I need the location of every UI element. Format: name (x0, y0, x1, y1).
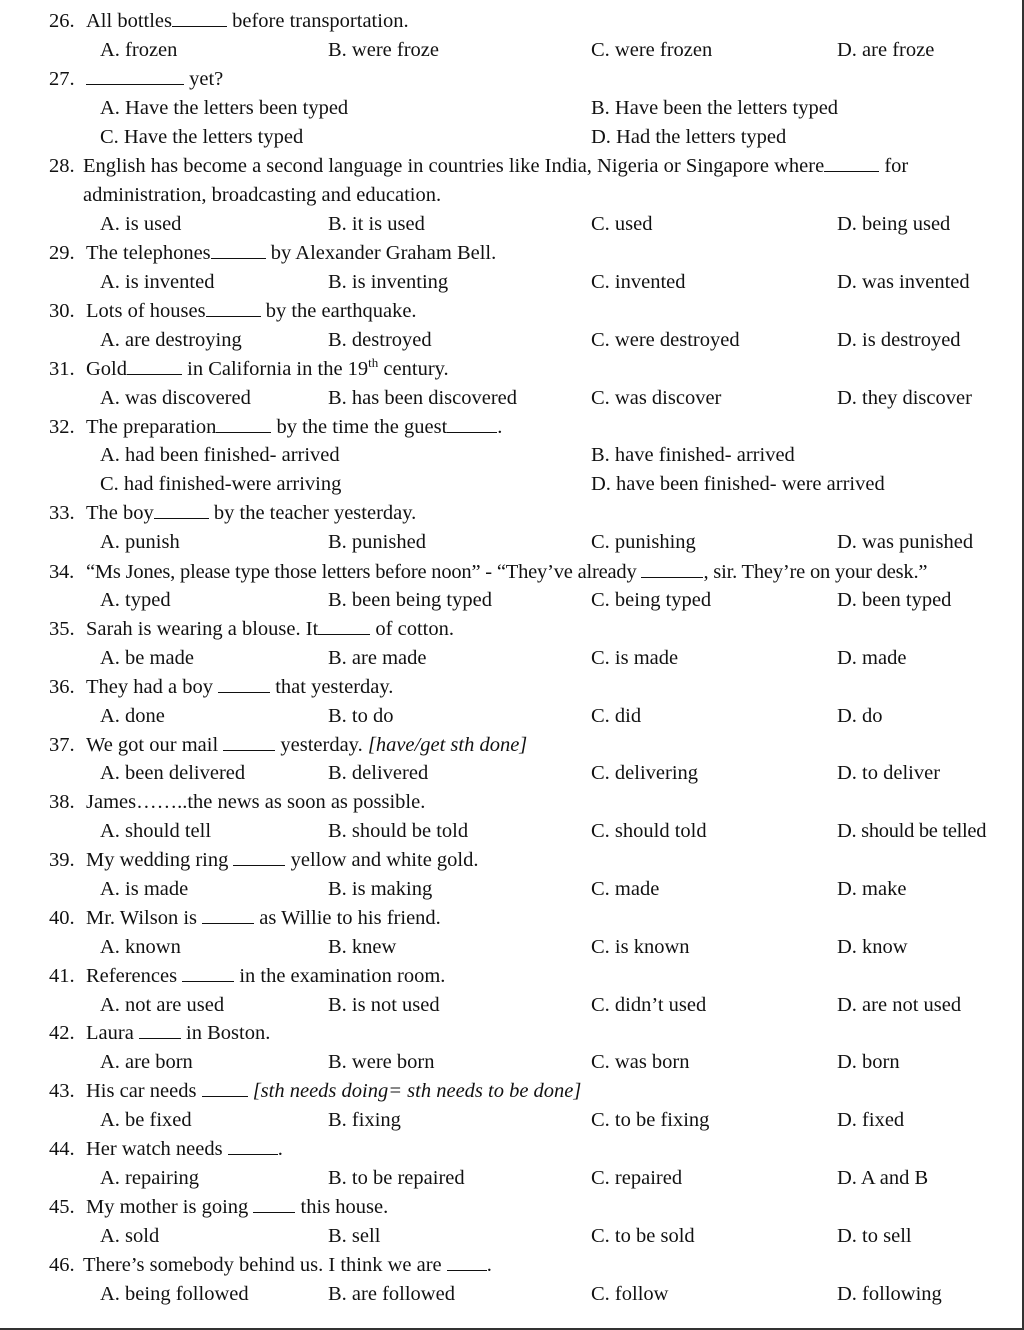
question-number: 36. (49, 676, 75, 698)
option-a[interactable]: A. repairing (100, 1167, 200, 1189)
question-number: 38. (49, 791, 75, 813)
question-stem: Mr. Wilson is as Willie to his friend. (86, 907, 441, 929)
option-c[interactable]: C. were frozen (591, 39, 713, 61)
option-d[interactable]: D. fixed (837, 1109, 905, 1131)
option-a[interactable]: A. known (100, 936, 181, 958)
option-a[interactable]: A. punish (100, 531, 180, 553)
option-a[interactable]: A. is made (100, 878, 189, 900)
question-stem: Her watch needs . (86, 1138, 283, 1160)
option-a[interactable]: A. being followed (100, 1283, 249, 1305)
option-c[interactable]: C. did (591, 705, 642, 727)
option-a[interactable]: A. is used (100, 213, 182, 235)
option-a[interactable]: A. be made (100, 647, 194, 669)
option-a[interactable]: A. frozen (100, 39, 178, 61)
option-c[interactable]: C. delivering (591, 762, 699, 784)
question-stem: Gold in California in the 19th century. (86, 355, 449, 380)
option-a[interactable]: A. typed (100, 589, 171, 611)
option-a[interactable]: A. done (100, 705, 165, 727)
option-c[interactable]: C. Have the letters typed (100, 126, 304, 148)
option-d[interactable]: D. made (837, 647, 907, 669)
question-stem: My wedding ring yellow and white gold. (86, 849, 479, 871)
question-stem: Lots of houses by the earthquake. (86, 300, 417, 322)
option-b[interactable]: B. are made (328, 647, 427, 669)
option-d[interactable]: D. make (837, 878, 907, 900)
question-stem: The boy by the teacher yesterday. (86, 502, 417, 524)
question-number: 30. (49, 300, 75, 322)
answer-blank[interactable] (318, 616, 370, 635)
answer-blank[interactable] (139, 1020, 181, 1039)
answer-blank[interactable] (233, 847, 285, 866)
option-d[interactable]: D. was punished (837, 531, 974, 553)
question-number: 46. (49, 1254, 75, 1276)
option-a[interactable]: A. Have the letters been typed (100, 97, 349, 119)
option-b[interactable]: B. have finished- arrived (591, 444, 795, 466)
option-d[interactable]: D. is destroyed (837, 329, 961, 351)
question-number: 35. (49, 618, 75, 640)
option-b[interactable]: B. are followed (328, 1283, 455, 1305)
question-number: 26. (49, 10, 75, 32)
option-b[interactable]: B. is inventing (328, 271, 449, 293)
answer-blank[interactable] (228, 1136, 278, 1155)
option-d[interactable]: D. to deliver (837, 762, 941, 784)
option-a[interactable]: A. be fixed (100, 1109, 192, 1131)
option-b[interactable]: B. is making (328, 878, 433, 900)
answer-blank[interactable] (641, 559, 703, 578)
question-stem: All bottles before transportation. (86, 10, 409, 32)
option-b[interactable]: B. delivered (328, 762, 429, 784)
option-b[interactable]: B. is not used (328, 994, 440, 1016)
answer-blank[interactable] (86, 66, 184, 85)
question-stem: They had a boy that yesterday. (86, 676, 394, 698)
question-number: 33. (49, 502, 75, 524)
option-c[interactable]: C. was born (591, 1051, 690, 1073)
answer-blank[interactable] (824, 153, 879, 172)
option-a[interactable]: A. not are used (100, 994, 225, 1016)
cut-off-previous-line (0, 0, 1024, 4)
option-c[interactable]: C. being typed (591, 589, 712, 611)
answer-blank[interactable] (202, 905, 254, 924)
option-d[interactable]: D. to sell (837, 1225, 912, 1247)
question-number: 41. (49, 965, 75, 987)
question-stem: Sarah is wearing a blouse. It of cotton. (86, 618, 454, 640)
option-d[interactable]: D. following (837, 1283, 942, 1305)
answer-blank[interactable] (216, 414, 271, 433)
option-c[interactable]: C. is made (591, 647, 679, 669)
question-stem: yet? (86, 65, 223, 94)
option-b[interactable]: B. fixing (328, 1109, 401, 1131)
question-stem: References in the examination room. (86, 965, 446, 987)
question-number: 27. (49, 68, 75, 90)
answer-blank[interactable] (206, 298, 261, 317)
option-c[interactable]: C. was discover (591, 387, 722, 409)
answer-blank[interactable] (182, 963, 234, 982)
option-c[interactable]: C. should told (591, 820, 707, 842)
question-stem: “Ms Jones, please type those letters before noon” - “They’ve already , sir. They’re on your desk.” (86, 561, 928, 583)
question-stem-continuation: administration, broadcasting and education. (83, 184, 442, 206)
question-number: 39. (49, 849, 75, 871)
option-a[interactable]: A. sold (100, 1225, 160, 1247)
question-stem: Laura in Boston. (86, 1022, 271, 1044)
option-b[interactable]: B. it is used (328, 213, 425, 235)
option-c[interactable]: C. is known (591, 936, 690, 958)
answer-blank[interactable] (253, 1194, 295, 1213)
option-b[interactable]: B. been being typed (328, 589, 492, 611)
question-stem: My mother is going this house. (86, 1196, 389, 1218)
answer-blank[interactable] (447, 414, 497, 433)
option-b[interactable]: B. to be repaired (328, 1167, 465, 1189)
option-c[interactable]: C. had finished-were arriving (100, 473, 342, 495)
question-stem: We got our mail yesterday. [have/get sth done] (86, 734, 528, 756)
option-d[interactable]: D. Had the letters typed (591, 126, 787, 148)
option-c[interactable]: C. used (591, 213, 653, 235)
option-b[interactable]: B. were froze (328, 39, 439, 61)
question-number: 44. (49, 1138, 75, 1160)
question-number: 32. (49, 416, 75, 438)
option-d[interactable]: D. was invented (837, 271, 970, 293)
option-d[interactable]: D. know (837, 936, 908, 958)
option-b[interactable]: B. knew (328, 936, 397, 958)
answer-blank[interactable] (154, 500, 209, 519)
option-b[interactable]: B. has been discovered (328, 387, 517, 409)
option-b[interactable]: B. punished (328, 531, 426, 553)
option-c[interactable]: C. to be sold (591, 1225, 695, 1247)
option-c[interactable]: C. repaired (591, 1167, 683, 1189)
option-d[interactable]: D. are froze (837, 39, 935, 61)
question-number: 45. (49, 1196, 75, 1218)
question-stem: James……..the news as soon as possible. (86, 791, 426, 813)
question-number: 42. (49, 1022, 75, 1044)
option-c[interactable]: C. invented (591, 271, 686, 293)
question-stem: There’s somebody behind us. I think we are . (83, 1254, 492, 1276)
answer-blank[interactable] (172, 8, 227, 27)
option-b[interactable]: B. destroyed (328, 329, 432, 351)
answer-blank[interactable] (127, 356, 182, 375)
question-number: 40. (49, 907, 75, 929)
option-b[interactable]: B. to do (328, 705, 394, 727)
answer-blank[interactable] (202, 1078, 248, 1097)
option-b[interactable]: B. sell (328, 1225, 381, 1247)
question-number: 28. (49, 155, 75, 177)
option-d[interactable]: D. been typed (837, 589, 952, 611)
option-a[interactable]: A. are born (100, 1051, 193, 1073)
question-number: 34. (49, 561, 75, 583)
option-d[interactable]: D. born (837, 1051, 900, 1073)
option-a[interactable]: A. is invented (100, 271, 215, 293)
option-a[interactable]: A. been delivered (100, 762, 246, 784)
question-stem: English has become a second language in countries like India, Nigeria or Singapore where for (83, 155, 909, 177)
option-a[interactable]: A. was discovered (100, 387, 251, 409)
question-number: 43. (49, 1080, 75, 1102)
option-b[interactable]: B. should be told (328, 820, 469, 842)
option-b[interactable]: B. were born (328, 1051, 435, 1073)
question-number: 29. (49, 242, 75, 264)
option-c[interactable]: C. punishing (591, 531, 696, 553)
option-c[interactable]: C. didn’t used (591, 994, 707, 1016)
option-a[interactable]: A. had been finished- arrived (100, 444, 340, 466)
question-number: 37. (49, 734, 75, 756)
option-d[interactable]: D. being used (837, 213, 951, 235)
option-d[interactable]: D. should be telled (837, 820, 987, 842)
option-d[interactable]: D. A and B (837, 1167, 929, 1189)
answer-blank[interactable] (218, 674, 270, 693)
option-d[interactable]: D. they discover (837, 387, 972, 409)
question-stem: His car needs [sth needs doing= sth needs to be done] (86, 1080, 582, 1102)
option-d[interactable]: D. are not used (837, 994, 962, 1016)
option-a[interactable]: A. are destroying (100, 329, 242, 351)
option-c[interactable]: C. to be fixing (591, 1109, 710, 1131)
answer-blank[interactable] (211, 240, 266, 259)
option-c[interactable]: C. made (591, 878, 660, 900)
question-number: 31. (49, 358, 75, 380)
option-d[interactable]: D. do (837, 705, 883, 727)
question-stem: The preparation by the time the guest . (86, 416, 503, 438)
option-b[interactable]: B. Have been the letters typed (591, 97, 839, 119)
option-c[interactable]: C. were destroyed (591, 329, 740, 351)
option-a[interactable]: A. should tell (100, 820, 212, 842)
option-c[interactable]: C. follow (591, 1283, 669, 1305)
question-stem: The telephones by Alexander Graham Bell. (86, 242, 497, 264)
answer-blank[interactable] (447, 1252, 487, 1271)
answer-blank[interactable] (223, 732, 275, 751)
option-d[interactable]: D. have been finished- were arrived (591, 473, 885, 495)
